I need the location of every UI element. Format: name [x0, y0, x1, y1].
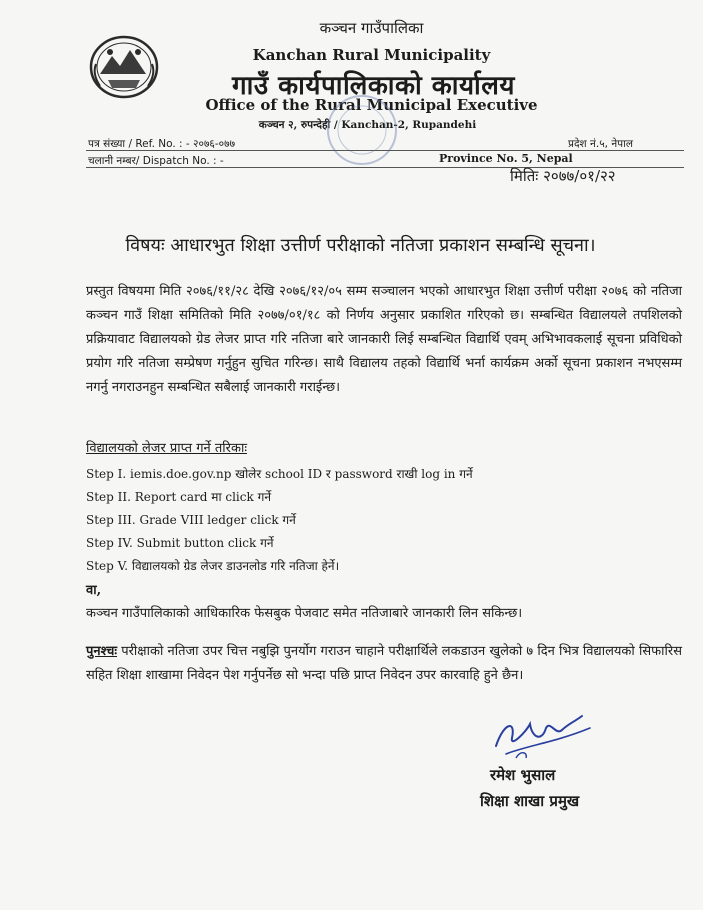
step-item: Step III. Grade VIII ledger click गर्ने — [86, 513, 296, 527]
province-en: Province No. 5, Nepal — [439, 152, 573, 165]
step-item: Step V. विद्यालयको ग्रेड लेजर डाउनलोड गरि नतिजा हेर्ने। — [86, 559, 340, 573]
executive-office-en: Office of the Rural Municipal Executive — [205, 96, 538, 114]
postscript-text: परीक्षाको नतिजा उपर चित्त नबुझि पुनर्योग गराउन चाहाने परीक्षार्थिले लकडाउन खुलेको ७ दिन भित्र विद्यालयको सिफारिस सहित शिक्षा शाखामा निवेदन पेश गर्नुपर्नेछ सो भन्दा पछि प्राप्त निवेदन उपर कारवाहि हुने छैन। — [86, 644, 682, 683]
method-title: विद्यालयको लेजर प्राप्त गर्ने तरिकाः — [86, 441, 247, 456]
signatory-name: रमेश भुसाल — [490, 766, 556, 784]
handwritten-signature-icon — [486, 702, 606, 762]
facebook-note: कञ्चन गाउँपालिकाको आधिकारिक फेसबुक पेजवाट समेत नतिजाबारे जानकारी लिन सकिन्छ। — [86, 606, 523, 621]
signatory-title: शिक्षा शाखा प्रमुख — [480, 792, 580, 810]
reference-number: पत्र संख्या / Ref. No. : - २०७६-०७७ — [88, 138, 236, 150]
office-stamp-icon — [324, 92, 400, 168]
step-item: Step IV. Submit button click गर्ने — [86, 536, 274, 550]
office-address: कञ्चन २, रुपन्देही / Kanchan-2, Rupandehi — [258, 119, 477, 131]
dispatch-number: चलानी नम्बर/ Dispatch No. : - — [88, 155, 224, 167]
or-text: वा, — [86, 583, 102, 598]
notice-subject: विषयः आधारभुत शिक्षा उत्तीर्ण परीक्षाको नतिजा प्रकाशन सम्बन्धि सूचना। — [125, 235, 596, 256]
step-item: Step II. Report card मा click गर्ने — [86, 490, 271, 504]
postscript-label: पुनश्चः — [86, 644, 118, 659]
step-item: Step I. iemis.doe.gov.np खोलेर school ID र password राखी log in गर्ने — [86, 467, 473, 481]
province-np: प्रदेश नं.५, नेपाल — [568, 138, 633, 150]
office-name-np: कञ्चन गाउँपालिका — [319, 19, 424, 37]
executive-office-np: गाउँ कार्यपालिकाको कार्यालय — [232, 71, 515, 101]
header-divider — [86, 150, 684, 151]
notice-date: मितिः २०७७/०१/२२ — [510, 167, 616, 185]
notice-body: प्रस्तुत विषयमा मिति २०७६/११/२८ देखि २०७६/१२/०५ सम्म सञ्चालन भएको आधारभुत शिक्षा उत्तीर्ण परीक्षा २०७६ को नतिजा कञ्चन गाउँ शिक्षा समितिको मिति २०७७/०१/१८ को निर्णय अनुसार प्रकाशित गरिएको छ। सम्बन्धित विद्यालयले तपशिलको प्रक्रियावाट विद्यालयको ग्रेड लेजर प्राप्त गरि नतिजा बारे जानकारी लिई सम्बन्धित विद्यार्थि एवम् अभिभावकलाई सूचना प्रविधिको प्रयोग गरि नतिजा सम्प्रेषण गर्नुहुन सुचित गरिन्छ। साथै विद्यालय तहको विद्यार्थि भर्ना कार्यक्रम अर्को सूचना प्रकाशन नभएसम्म नगर्नु नगराउनहुन सम्बन्धित सबैलाई जानकारी गराईन्छ। — [86, 284, 682, 395]
office-name-en: Kanchan Rural Municipality — [252, 46, 491, 64]
